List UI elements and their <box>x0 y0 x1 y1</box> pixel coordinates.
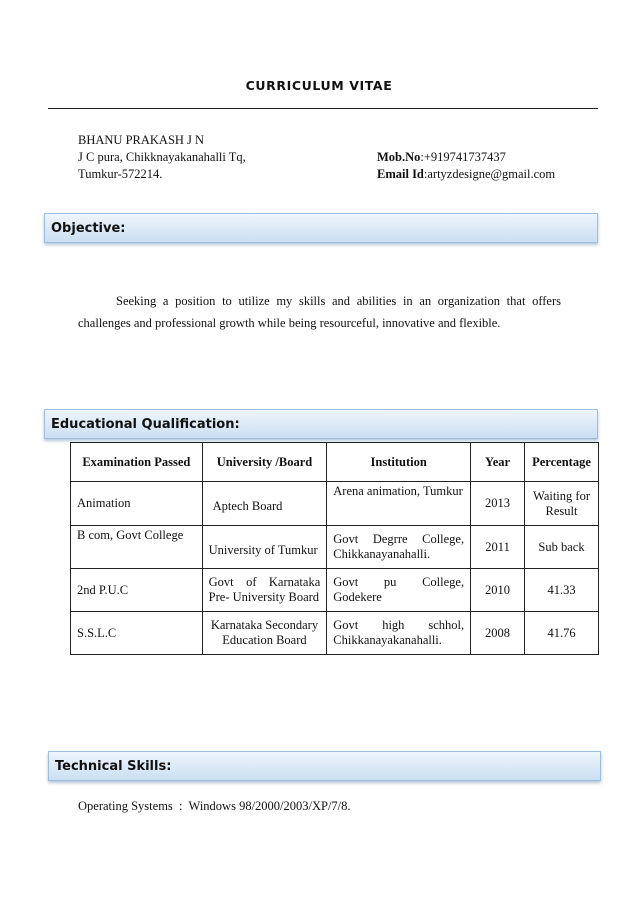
table-cell: 2010 <box>471 569 525 612</box>
table-cell: Karnataka Secondary Education Board <box>202 612 327 655</box>
table-row <box>71 612 599 655</box>
address-line-2: Tumkur-572214. <box>78 167 163 181</box>
table-cell: Govt of Karnataka Pre- University Board <box>202 569 327 612</box>
education-table-header <box>71 443 599 482</box>
table-cell: 41.76 <box>525 612 599 655</box>
table-cell: Waiting for Result <box>525 482 599 526</box>
table-cell: 41.33 <box>525 569 599 612</box>
table-cell: Animation <box>71 482 203 526</box>
table-cell: University of Tumkur <box>202 526 327 569</box>
education-section-header <box>44 409 598 439</box>
mobile-line <box>377 149 555 166</box>
skills-section-header <box>48 751 601 781</box>
table-cell: Arena animation, Tumkur <box>327 482 471 526</box>
table-cell: 2008 <box>471 612 525 655</box>
column-header: Year <box>471 443 525 482</box>
address-line-1: J C pura, Chikknayakanahalli Tq, <box>78 150 246 164</box>
email-line <box>377 166 555 183</box>
objective-heading: Objective: <box>51 220 126 236</box>
contact-details-block <box>377 149 555 183</box>
document-title: CURRICULUM VITAE <box>245 78 393 93</box>
contact-address-block <box>78 132 246 183</box>
table-row <box>71 526 599 569</box>
education-table <box>70 442 599 655</box>
table-cell: 2011 <box>471 526 525 569</box>
table-cell: Sub back <box>525 526 599 569</box>
objective-section-header <box>44 213 598 243</box>
education-heading: Educational Qualification: <box>51 416 240 432</box>
skills-heading: Technical Skills: <box>55 758 172 774</box>
title-divider <box>48 108 598 109</box>
table-cell: S.S.L.C <box>71 612 203 655</box>
table-cell: Govt pu College, Godekere <box>327 569 471 612</box>
objective-text: Seeking a position to utilize my skills and abilities in an organization that offers challenges and professional growth while being resourceful, innovative and flexible. <box>78 294 561 330</box>
column-header: University /Board <box>202 443 327 482</box>
mobile-value: :+919741737437 <box>420 150 506 164</box>
table-row <box>71 482 599 526</box>
table-cell: 2013 <box>471 482 525 526</box>
table-cell: B com, Govt College <box>71 526 203 569</box>
email-value: :artyzdesigne@gmail.com <box>423 167 556 181</box>
table-row <box>71 569 599 612</box>
column-header: Examination Passed <box>71 443 203 482</box>
table-cell: Govt high schhol, Chikkanayakanahalli. <box>327 612 471 655</box>
mobile-label: Mob.No <box>377 150 421 164</box>
email-label: Email Id <box>377 167 424 181</box>
column-header: Percentage <box>525 443 599 482</box>
table-cell: Govt Degrre College, Chikkanayanahalli. <box>327 526 471 569</box>
column-header: Institution <box>327 443 471 482</box>
candidate-name: BHANU PRAKASH J N <box>78 133 205 147</box>
table-cell: 2nd P.U.C <box>71 569 203 612</box>
table-cell: Aptech Board <box>202 482 327 526</box>
skills-line: Operating Systems : Windows 98/2000/2003/XP/7/8. <box>78 799 351 813</box>
